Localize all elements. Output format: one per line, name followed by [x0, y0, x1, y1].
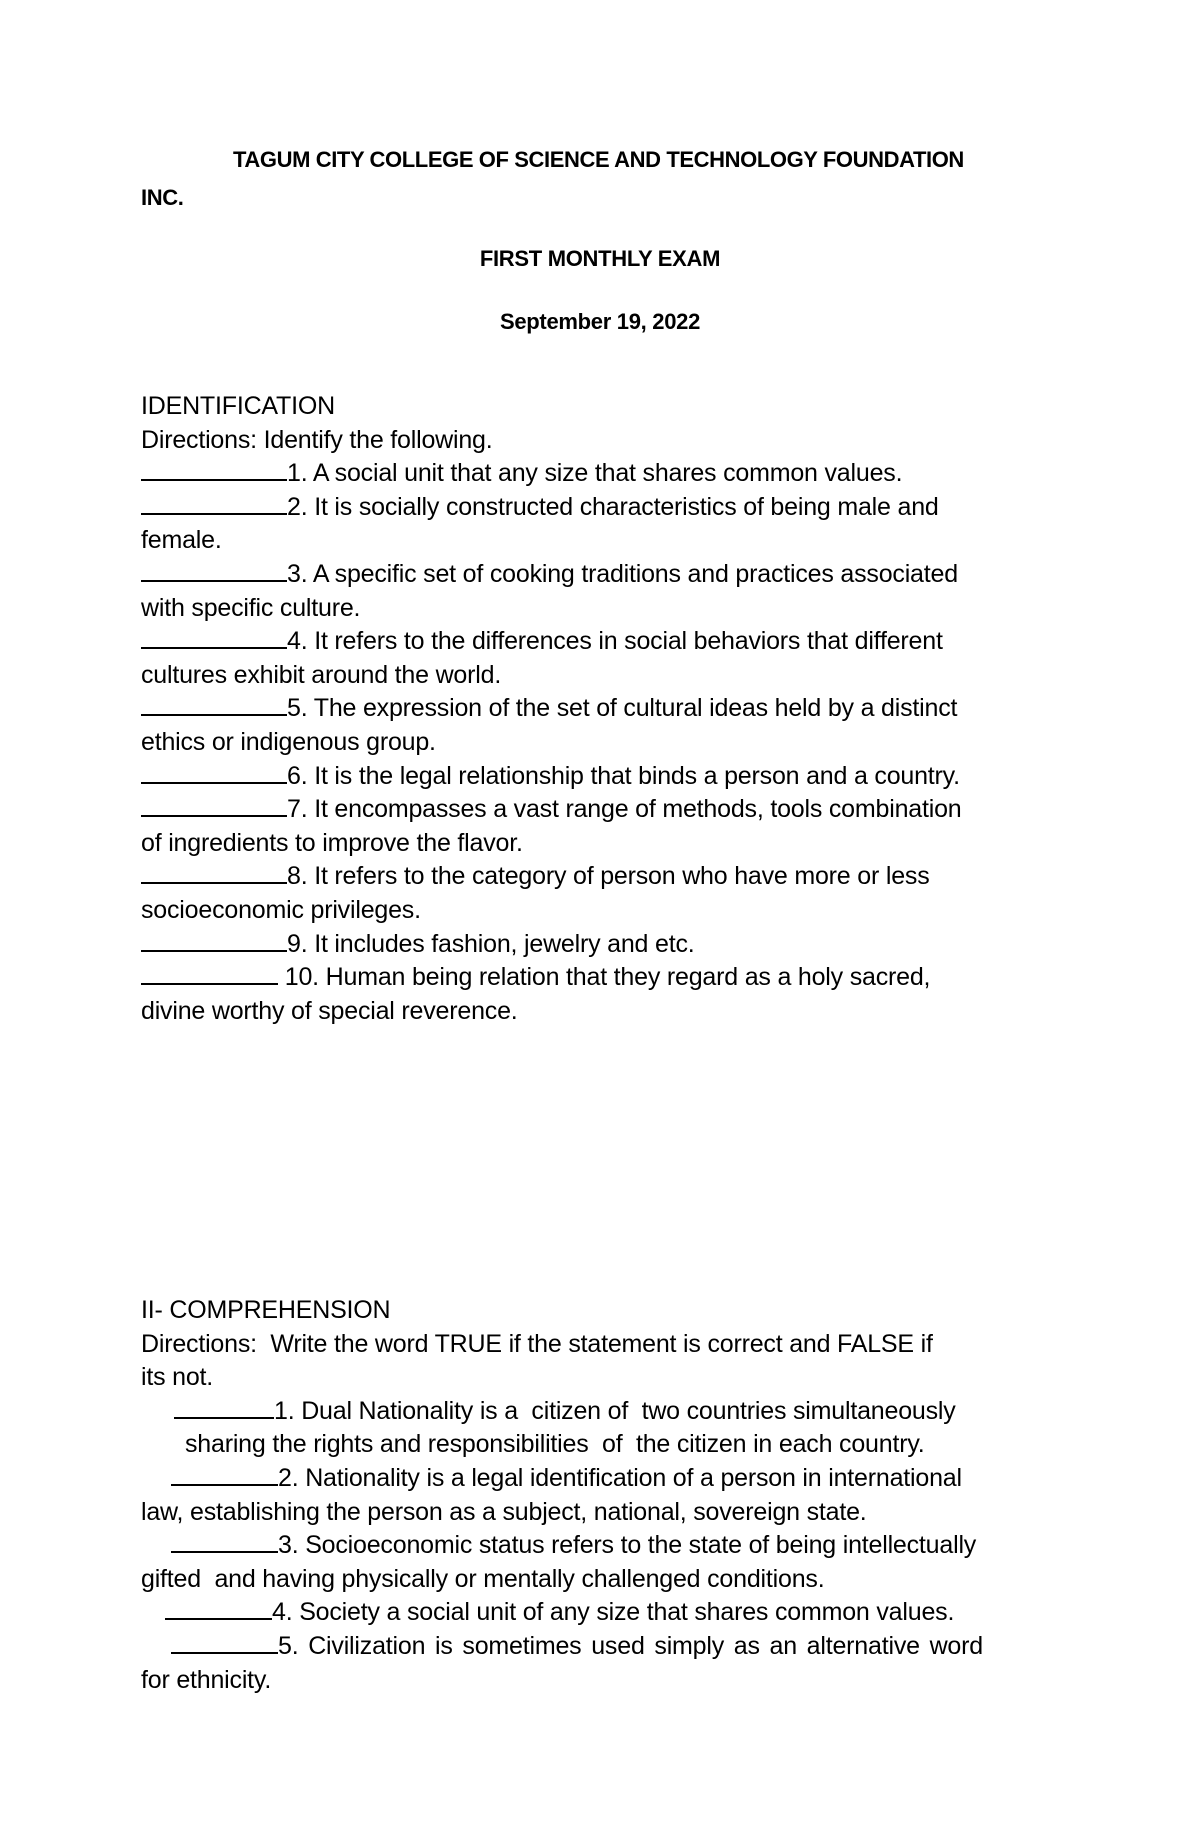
institution-name-line2: INC.	[141, 185, 184, 210]
answer-blank[interactable]	[141, 760, 287, 784]
question-item: 2. It is socially constructed characteristics of being male and	[141, 491, 1081, 525]
answer-blank[interactable]	[141, 692, 287, 716]
comprehension-section	[141, 1294, 1081, 1697]
answer-blank[interactable]	[141, 928, 287, 952]
section-heading: IDENTIFICATION	[141, 392, 335, 420]
answer-blank[interactable]	[171, 1529, 278, 1553]
statement-continuation: gifted and having physically or mentally challenged conditions.	[141, 1564, 825, 1593]
answer-blank[interactable]	[165, 1596, 272, 1620]
statement-item: 1. Dual Nationality is a citizen of two countries simultaneously	[141, 1395, 1081, 1429]
question-item: 10. Human being relation that they regard as a holy sacred,	[141, 961, 1081, 995]
question-item: 9. It includes fashion, jewelry and etc.	[141, 928, 1081, 962]
question-continuation: of ingredients to improve the flavor.	[141, 828, 523, 857]
statement-continuation: for ethnicity.	[141, 1665, 272, 1694]
question-item: 3. A specific set of cooking traditions and practices associated	[141, 558, 1081, 592]
statement-continuation: law, establishing the person as a subject, national, sovereign state.	[141, 1497, 867, 1526]
answer-blank[interactable]	[141, 793, 287, 817]
question-continuation: divine worthy of special reverence.	[141, 996, 518, 1025]
question-continuation: cultures exhibit around the world.	[141, 660, 502, 689]
answer-blank[interactable]	[141, 491, 287, 515]
question-continuation: with specific culture.	[141, 593, 361, 622]
answer-blank[interactable]	[171, 1630, 278, 1654]
section-heading: II- COMPREHENSION	[141, 1296, 391, 1324]
question-item: 8. It refers to the category of person who have more or less	[141, 860, 1081, 894]
exam-date: September 19, 2022	[499, 309, 701, 334]
question-continuation: socioeconomic privileges.	[141, 895, 421, 924]
statement-continuation: sharing the rights and responsibilities of the citizen in each country.	[185, 1430, 925, 1459]
question-item: 6. It is the legal relationship that binds a person and a country.	[141, 760, 1081, 794]
section-directions-continuation: its not.	[141, 1363, 214, 1392]
answer-blank[interactable]	[171, 1462, 278, 1486]
statement-item: 3. Socioeconomic status refers to the state of being intellectually	[141, 1529, 1081, 1563]
section-directions: Directions: Write the word TRUE if the statement is correct and FALSE if	[141, 1329, 933, 1358]
statement-item: 4. Society a social unit of any size that shares common values.	[141, 1596, 1081, 1630]
question-item: 7. It encompasses a vast range of methods, tools combination	[141, 793, 1081, 827]
question-item: 1. A social unit that any size that shares common values.	[141, 457, 1081, 491]
answer-blank[interactable]	[141, 860, 287, 884]
answer-blank[interactable]	[141, 457, 287, 481]
section-directions: Directions: Identify the following.	[141, 425, 493, 454]
statement-item: 5. Civilization is sometimes used simply as an alternative word	[141, 1630, 1081, 1664]
institution-name-line1: TAGUM CITY COLLEGE OF SCIENCE AND TECHNOLOGY FOUNDATION	[233, 147, 964, 172]
statement-item: 2. Nationality is a legal identification of a person in international	[141, 1462, 1081, 1496]
answer-blank[interactable]	[174, 1395, 274, 1419]
answer-blank[interactable]	[141, 625, 287, 649]
question-item: 4. It refers to the differences in social behaviors that different	[141, 625, 1081, 659]
answer-blank[interactable]	[141, 961, 278, 985]
question-continuation: female.	[141, 526, 222, 555]
exam-title: FIRST MONTHLY EXAM	[479, 246, 721, 271]
answer-blank[interactable]	[141, 558, 287, 582]
identification-section	[141, 390, 1081, 1028]
question-item: 5. The expression of the set of cultural ideas held by a distinct	[141, 692, 1081, 726]
question-continuation: ethics or indigenous group.	[141, 727, 436, 756]
